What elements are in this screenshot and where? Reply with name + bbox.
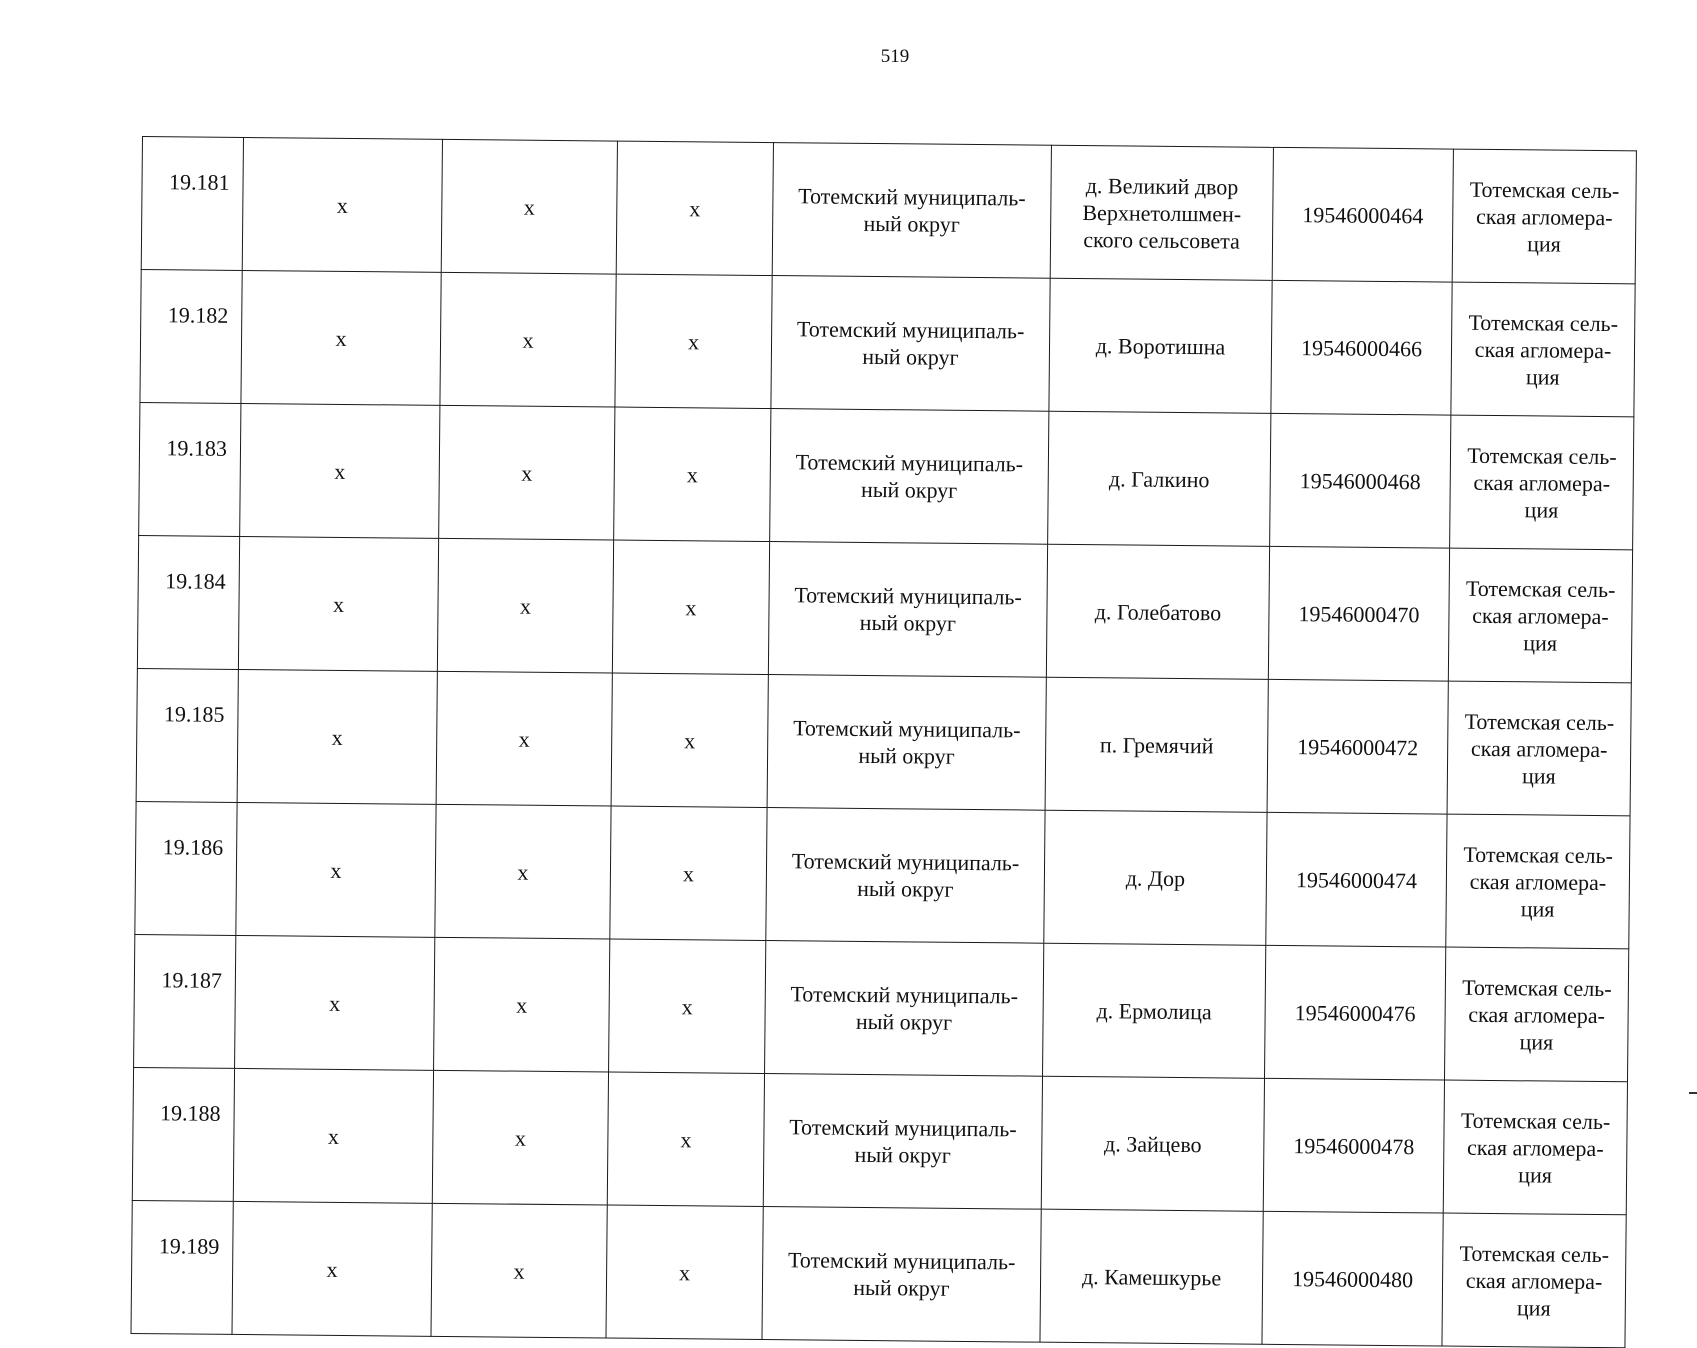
x-mark-cell: x — [241, 270, 441, 405]
agglomeration-cell: Тотемская сель- ская агломера- ция — [1442, 1213, 1626, 1348]
x-mark-cell: x — [612, 540, 769, 674]
table-row — [135, 801, 1630, 948]
district-cell: Тотемский муниципаль- ный округ — [765, 941, 1044, 1077]
margin-mark — [1689, 1092, 1697, 1094]
x-mark-cell: x — [233, 1068, 433, 1203]
x-mark-cell: x — [607, 1072, 764, 1206]
district-cell: Тотемский муниципаль- ный округ — [766, 808, 1045, 944]
x-mark-cell: x — [615, 274, 772, 408]
agglomeration-cell: Тотемская сель- ская агломера- ция — [1444, 947, 1628, 1082]
settlement-cell: д. Камешкурье — [1040, 1209, 1263, 1344]
x-mark-cell: x — [237, 669, 437, 804]
district-cell: Тотемский муниципаль- ный округ — [772, 143, 1051, 279]
x-mark-cell: x — [232, 1201, 432, 1336]
x-mark-cell: x — [437, 538, 613, 673]
district-cell: Тотемский муниципаль- ный округ — [767, 675, 1046, 811]
x-mark-cell: x — [441, 139, 617, 274]
x-mark-cell: x — [235, 935, 435, 1070]
district-cell: Тотемский муниципаль- ный округ — [768, 542, 1047, 678]
row-number-cell: 19.185 — [136, 668, 238, 802]
x-mark-cell: x — [609, 939, 766, 1073]
district-cell: Тотемский муниципаль- ный округ — [771, 276, 1050, 412]
x-mark-cell: x — [431, 1203, 607, 1338]
row-number-cell: 19.188 — [132, 1067, 234, 1201]
table-row — [139, 402, 1634, 549]
agglomeration-cell: Тотемская сель- ская агломера- ция — [1446, 814, 1630, 949]
table-row — [140, 269, 1635, 416]
x-mark-cell: x — [616, 141, 773, 275]
x-mark-cell: x — [434, 937, 610, 1072]
oktmo-code-cell: 19546000478 — [1263, 1078, 1444, 1213]
agglomeration-cell: Тотемская сель- ская агломера- ция — [1450, 415, 1634, 550]
x-mark-cell: x — [240, 403, 440, 538]
oktmo-code-cell: 19546000472 — [1267, 679, 1448, 814]
row-number-cell: 19.182 — [140, 269, 242, 403]
row-number-cell: 19.186 — [135, 801, 237, 935]
table-row — [131, 1200, 1626, 1347]
x-mark-cell: x — [238, 536, 438, 671]
district-cell: Тотемский муниципаль- ный округ — [770, 409, 1049, 545]
page-number: 519 — [880, 46, 910, 67]
oktmo-code-cell: 19546000466 — [1271, 280, 1452, 415]
row-number-cell: 19.183 — [139, 402, 241, 536]
data-table — [131, 136, 1637, 1348]
x-mark-cell: x — [242, 137, 442, 272]
settlement-cell: д. Галкино — [1048, 411, 1271, 546]
oktmo-code-cell: 19546000476 — [1265, 945, 1446, 1080]
agglomeration-cell: Тотемская сель- ская агломера- ция — [1448, 548, 1632, 683]
row-number-cell: 19.181 — [141, 137, 243, 271]
settlement-cell: д. Ермолица — [1043, 943, 1266, 1078]
data-table-container — [131, 136, 1636, 1348]
table-row — [132, 1067, 1627, 1214]
x-mark-cell: x — [435, 804, 611, 939]
x-mark-cell: x — [610, 806, 767, 940]
oktmo-code-cell: 19546000470 — [1268, 546, 1449, 681]
x-mark-cell: x — [614, 407, 771, 541]
settlement-cell: д. Зайцево — [1041, 1076, 1264, 1211]
agglomeration-cell: Тотемская сель- ская агломера- ция — [1447, 681, 1631, 816]
x-mark-cell: x — [236, 802, 436, 937]
table-row — [137, 535, 1632, 682]
table-row — [134, 934, 1629, 1081]
row-number-cell: 19.187 — [134, 934, 236, 1068]
oktmo-code-cell: 19546000480 — [1262, 1211, 1443, 1346]
x-mark-cell: x — [611, 673, 768, 807]
oktmo-code-cell: 19546000474 — [1266, 812, 1447, 947]
district-cell: Тотемский муниципаль- ный округ — [762, 1207, 1041, 1343]
x-mark-cell: x — [439, 405, 615, 540]
oktmo-code-cell: 19546000464 — [1272, 147, 1453, 282]
settlement-cell: д. Голебатово — [1046, 544, 1269, 679]
x-mark-cell: x — [432, 1070, 608, 1205]
settlement-cell: д. Воротишна — [1049, 278, 1272, 413]
x-mark-cell: x — [436, 671, 612, 806]
oktmo-code-cell: 19546000468 — [1270, 413, 1451, 548]
settlement-cell: д. Дор — [1044, 810, 1267, 945]
row-number-cell: 19.189 — [131, 1200, 233, 1334]
x-mark-cell: x — [606, 1205, 763, 1339]
table-body — [131, 137, 1636, 1348]
settlement-cell: п. Гремячий — [1045, 677, 1268, 812]
table-row — [136, 668, 1631, 815]
agglomeration-cell: Тотемская сель- ская агломера- ция — [1451, 282, 1635, 417]
agglomeration-cell: Тотемская сель- ская агломера- ция — [1443, 1080, 1627, 1215]
district-cell: Тотемский муниципаль- ный округ — [763, 1074, 1042, 1210]
row-number-cell: 19.184 — [137, 535, 239, 669]
x-mark-cell: x — [440, 272, 616, 407]
table-row — [141, 137, 1636, 284]
settlement-cell: д. Великий двор Верхнетолшмен- ского сельсовета — [1050, 145, 1273, 280]
agglomeration-cell: Тотемская сель- ская агломера- ция — [1452, 149, 1636, 284]
